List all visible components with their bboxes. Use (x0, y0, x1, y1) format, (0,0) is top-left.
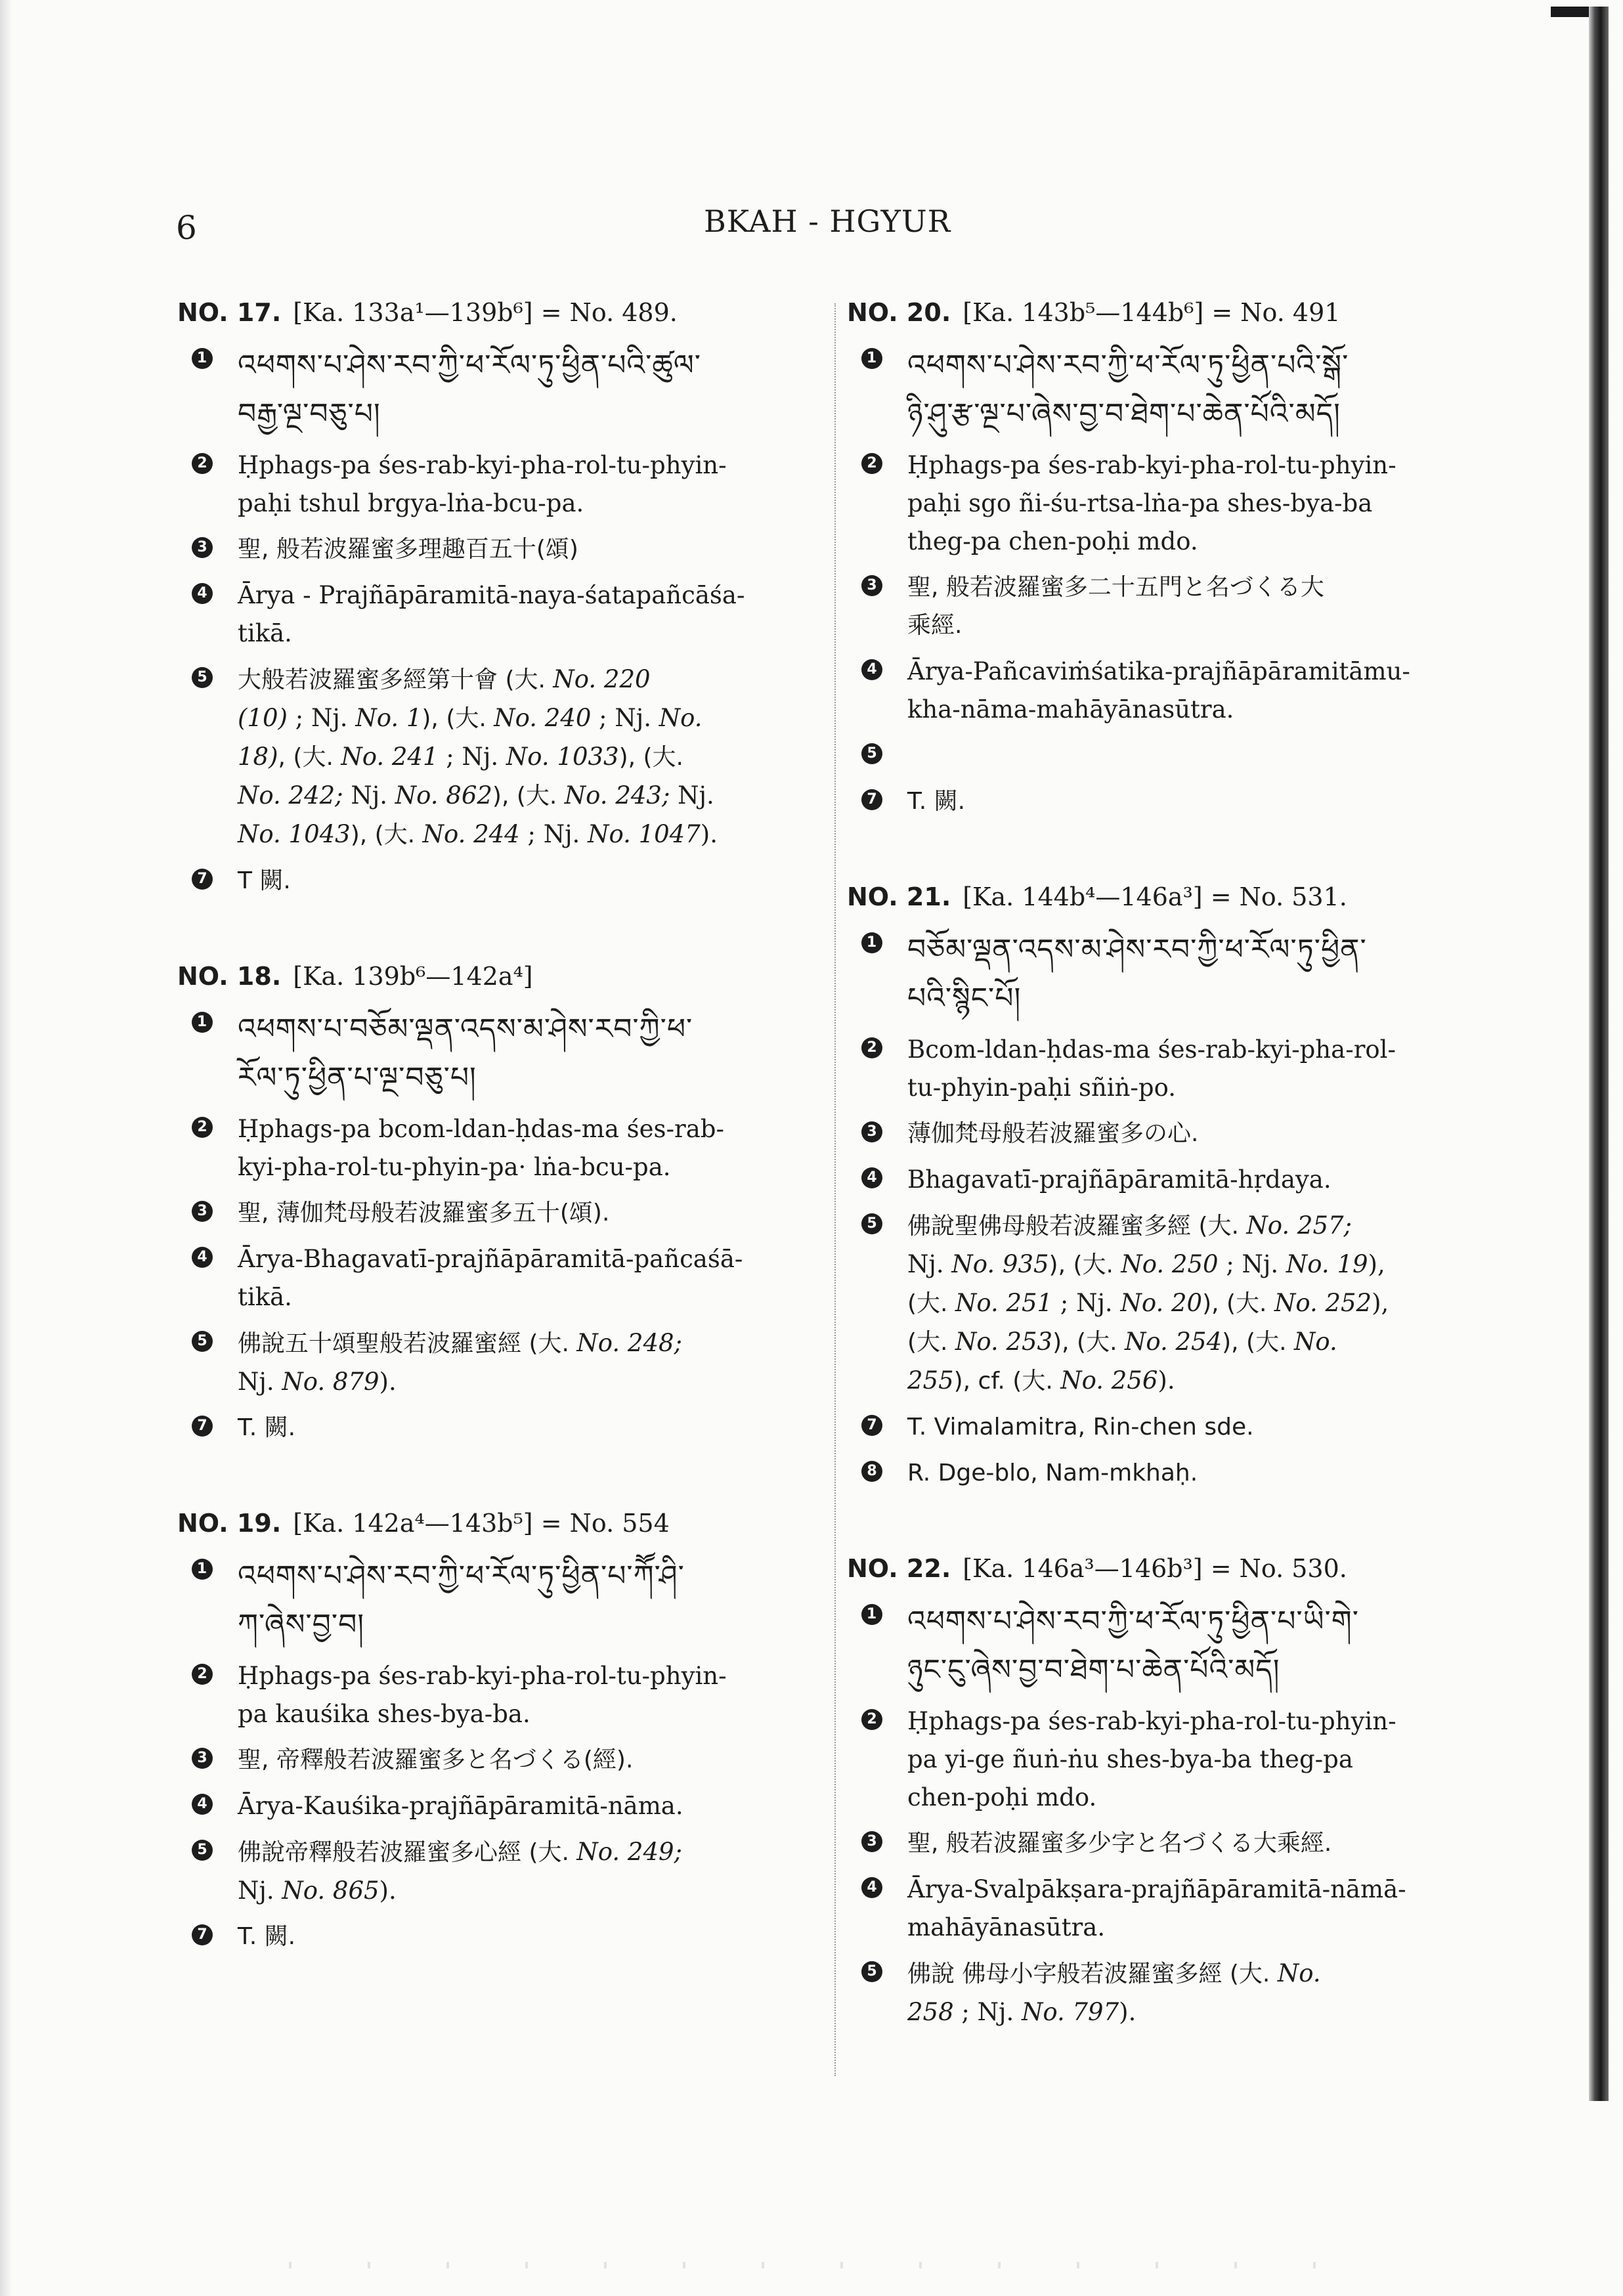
ref-text: ), (大. (422, 705, 494, 732)
translator (177, 1409, 827, 1447)
transliteration (847, 446, 1504, 561)
tibetan-title (177, 1552, 827, 1649)
ref-text: ). (379, 1368, 397, 1396)
marker-1-icon: 1 (861, 348, 882, 369)
entry-reference: [Ka. 139b⁶—142a⁴] (293, 962, 533, 991)
sanskrit-title (847, 653, 1504, 729)
text-line: tikā. (238, 1283, 292, 1311)
text-line: T. 闕. (238, 1414, 296, 1441)
marker-4-icon: 4 (192, 1247, 213, 1268)
entry-number: NO. 20. (847, 298, 951, 327)
entry-reference: [Ka. 146a³—146b³] = No. 530. (963, 1554, 1347, 1583)
text-line: Ārya-Svalpākṣara-prajñāpāramitā-nāmā- (907, 1875, 1406, 1903)
text-line: Ārya - Prajñāpāramitā-naya-śatapañcāśa- (238, 581, 745, 609)
ref-number: No. 1033 (506, 743, 619, 771)
ref-number: 18) (238, 743, 278, 771)
text-line (907, 1207, 1504, 1245)
entry-heading (177, 293, 827, 332)
tibetan-line: པའི་སྙིང་པོ། (907, 982, 1022, 1015)
ref-text: Nj. (907, 1250, 952, 1278)
transliteration (847, 1031, 1504, 1107)
entry-reference: [Ka. 144b⁴—146a³] = No. 531. (963, 882, 1347, 911)
transliteration (177, 446, 827, 523)
transliteration (847, 1702, 1504, 1817)
ref-text: ). (1119, 1998, 1136, 2026)
tibetan-line: བཅོམ་ལྡན་འདས་མ་ཤེས་རབ་ཀྱི་ཕ་རོལ་ཏུ་ཕྱིན་ (907, 933, 1367, 966)
marker-7-icon: 7 (192, 1416, 213, 1437)
ref-number: No. 253 (955, 1328, 1053, 1356)
ref-text: ; Nj. (953, 1998, 1022, 2026)
text-line (907, 1323, 1504, 1362)
column-divider (834, 303, 836, 2076)
sanskrit-title (847, 1161, 1504, 1199)
text-line: Ḥphags-pa śes-rab-kyi-pha-rol-tu-phyin- (238, 1662, 727, 1690)
ref-text: ; Nj. (591, 704, 659, 732)
text-line (238, 815, 827, 854)
text-line (238, 1833, 827, 1872)
text-line (238, 1363, 827, 1401)
marker-5-icon: 5 (192, 1840, 213, 1861)
ref-number: No. 20 (1120, 1289, 1203, 1317)
marker-4-icon: 4 (192, 583, 213, 604)
running-head: BKAH - HGYUR (704, 204, 951, 239)
scan-right-edge (1589, 7, 1609, 2101)
text-line: mahāyānasūtra. (907, 1913, 1106, 1941)
text-line (907, 1284, 1504, 1323)
text-line: Ḥphags-pa śes-rab-kyi-pha-rol-tu-phyin- (238, 451, 727, 479)
text-line: tikā. (238, 619, 292, 647)
tibetan-line: འཕགས་པ་ཤེས་རབ་ཀྱི་ཕ་རོལ་ཏུ་ཕྱིན་པ་ཡི་གེ་ (907, 1605, 1360, 1638)
text-line: paḥi tshul brgya-lṅa-bcu-pa. (238, 489, 584, 517)
marker-4-icon: 4 (861, 659, 882, 680)
marker-4-icon: 4 (861, 1167, 882, 1188)
tibetan-line: འཕགས་པ་བཅོམ་ལྡན་འདས་མ་ཤེས་རབ་ཀྱི་ཕ་ (238, 1012, 693, 1046)
marker-7-icon: 7 (192, 869, 213, 890)
ref-number: No. 242; (238, 781, 343, 810)
text-line: 聖, 薄伽梵母般若波羅蜜多五十(頌). (238, 1200, 610, 1226)
tibetan-line: འཕགས་པ་ཤེས་རབ་ཀྱི་ཕ་རོལ་ཏུ་ཕྱིན་པ་ཀཽ་ཤི་ (238, 1559, 685, 1593)
ref-number: No. 879 (282, 1368, 379, 1396)
translator (847, 783, 1504, 821)
ref-text: ; Nj. (287, 704, 356, 732)
tibetan-line: འཕགས་པ་ཤེས་རབ་ཀྱི་ཕ་རོལ་ཏུ་ཕྱིན་པའི་སྒོ་ (907, 349, 1349, 382)
text-line (238, 661, 827, 699)
marker-7-icon: 7 (192, 1924, 213, 1945)
ref-text: 佛說帝釋般若波羅蜜多心經 (大. (238, 1839, 577, 1866)
text-line (907, 1245, 1504, 1284)
sanskrit-title (177, 1240, 827, 1316)
ref-text: ). (379, 1876, 397, 1905)
ref-text: ). (700, 820, 718, 848)
marker-3-icon: 3 (192, 537, 213, 558)
ref-number: No. 256 (1060, 1366, 1158, 1395)
ref-number: No. 250 (1121, 1250, 1219, 1278)
left-column (177, 293, 827, 2012)
text-line: Ḥphags-pa śes-rab-kyi-pha-rol-tu-phyin- (907, 1707, 1396, 1735)
ref-number: 258 (907, 1998, 954, 2026)
marker-2-icon: 2 (192, 453, 213, 474)
tibetan-line: ཀ་ཞེས་བྱ་བ། (238, 1608, 365, 1641)
entry-number: NO. 18. (177, 962, 282, 991)
ref-number: No. 241 (341, 743, 439, 771)
text-line (238, 699, 827, 738)
ref-text: ; Nj. (438, 743, 506, 771)
chinese-references (847, 1955, 1504, 2031)
entry-reference: [Ka. 143b⁵—144b⁶] = No. 491 (963, 298, 1341, 327)
ref-text: ; Nj. (519, 820, 588, 848)
text-line: Ārya-Kauśika-prajñāpāramitā-nāma. (238, 1792, 683, 1820)
chinese-references-empty (847, 737, 1504, 775)
marker-3-icon: 3 (861, 1831, 882, 1852)
text-line (238, 1872, 827, 1910)
text-line: tu-phyin-paḥi sñiṅ-po. (907, 1073, 1177, 1102)
ref-text: ), (大. (618, 744, 683, 771)
text-line: R. Dge-blo, Nam-mkhaḥ. (907, 1460, 1198, 1486)
marker-5-icon: 5 (861, 1213, 882, 1234)
transliteration (177, 1110, 827, 1186)
text-line: Ḥphags-pa bcom-ldan-ḥdas-ma śes-rab- (238, 1115, 724, 1143)
text-line: kyi-pha-rol-tu-phyin-pa· lṅa-bcu-pa. (238, 1153, 671, 1181)
ref-text: 佛說聖佛母般若波羅蜜多經 (大. (907, 1213, 1247, 1240)
chinese-references (177, 1324, 827, 1401)
text-line: Bhagavatī-prajñāpāramitā-hṛdaya. (907, 1165, 1331, 1194)
ref-text: (大. (907, 1290, 955, 1317)
ref-text: Nj. (343, 781, 395, 810)
ref-text: Nj. (238, 1368, 282, 1396)
text-line (907, 1993, 1504, 2031)
text-line: Ārya-Pañcaviṁśatika-prajñāpāramitāmu- (907, 657, 1410, 685)
ref-number: No. 220 (553, 665, 651, 693)
tibetan-line: ཉི་ཤུ་རྩ་ལྔ་པ་ཞེས་བྱ་བ་ཐེག་པ་ཆེན་པོའི་མདོ། (907, 397, 1341, 431)
text-line: 薄伽梵母般若波羅蜜多の心. (907, 1120, 1199, 1147)
text-line: Bcom-ldan-ḥdas-ma śes-rab-kyi-pha-rol- (907, 1035, 1396, 1064)
entry-heading (847, 1549, 1504, 1588)
marker-3-icon: 3 (861, 575, 882, 596)
ref-text: , (大. (278, 744, 341, 771)
text-line (238, 777, 827, 815)
japanese-title (847, 1825, 1504, 1863)
tibetan-title (847, 926, 1504, 1023)
entry-no-18 (177, 957, 827, 1447)
ref-number: No. 797 (1021, 1998, 1119, 2026)
ref-number: No. 257; (1246, 1211, 1352, 1240)
text-line: 乘經. (907, 612, 963, 639)
ref-number: No. 1043 (238, 820, 351, 848)
marker-5-icon: 5 (861, 743, 882, 764)
ref-text: (大. (907, 1329, 955, 1356)
ref-text: ), (大. (1049, 1251, 1121, 1278)
tibetan-line: བརྒྱ་ལྔ་བཅུ་པ། (238, 397, 381, 431)
text-line: T. Vimalamitra, Rin-chen sde. (907, 1414, 1254, 1440)
ref-number: No. 240 (494, 704, 592, 732)
page-number: 6 (176, 209, 197, 247)
tibetan-title (847, 1597, 1504, 1695)
ref-text: Nj. (238, 1876, 282, 1905)
tibetan-title (847, 341, 1504, 439)
ref-text: ), cf. (大. (953, 1368, 1061, 1395)
marker-1-icon: 1 (861, 1604, 882, 1625)
text-line: pa kauśika shes-bya-ba. (238, 1700, 530, 1728)
marker-7-icon: 7 (861, 789, 882, 810)
tibetan-title (177, 1005, 827, 1102)
tibetan-line: རོལ་ཏུ་ཕྱིན་པ་ལྔ་བཅུ་པ། (238, 1061, 477, 1094)
marker-1-icon: 1 (861, 932, 882, 953)
ref-text: Nj. (670, 781, 714, 810)
scan-left-shadow (0, 0, 11, 2296)
ref-text: ), (大. (350, 821, 423, 848)
text-line: Ḥphags-pa śes-rab-kyi-pha-rol-tu-phyin- (907, 451, 1396, 479)
ref-text: ). (1158, 1366, 1175, 1395)
entry-no-17 (177, 293, 827, 900)
ref-number: No. 1047 (588, 820, 701, 848)
japanese-title (177, 1194, 827, 1232)
text-line: Ārya-Bhagavatī-prajñāpāramitā-pañcaśā- (238, 1245, 743, 1273)
marker-1-icon: 1 (192, 1559, 213, 1580)
entry-heading (177, 1504, 827, 1543)
marker-5-icon: 5 (192, 1331, 213, 1352)
chinese-references (847, 1207, 1504, 1400)
ref-text: ), (大. (1052, 1329, 1125, 1356)
ref-number: No. 251 (955, 1289, 1053, 1317)
entry-reference: [Ka. 142a⁴—143b⁵] = No. 554 (293, 1509, 670, 1538)
ref-number: No. 935 (951, 1250, 1049, 1278)
ref-text: 佛說 佛母小字般若波羅蜜多經 (大. (907, 1960, 1278, 1987)
ref-text: 佛說五十頌聖般若波羅蜜經 (大. (238, 1330, 577, 1357)
text-line: theg-pa chen-poḥi mdo. (907, 527, 1198, 555)
tibetan-line: ཉུང་ངུ་ཞེས་བྱ་བ་ཐེག་པ་ཆེན་པོའི་མདོ། (907, 1653, 1280, 1687)
sanskrit-title (177, 576, 827, 653)
marker-1-icon: 1 (192, 348, 213, 369)
translator (177, 1918, 827, 1956)
ref-text: ), (大. (1222, 1329, 1294, 1356)
ref-number: No. (1294, 1328, 1337, 1356)
text-line: chen-poḥi mdo. (907, 1783, 1097, 1811)
ref-number: No. 248; (576, 1329, 683, 1357)
japanese-title (177, 531, 827, 569)
marker-7-icon: 7 (861, 1415, 882, 1436)
transliteration (177, 1657, 827, 1733)
text-line: kha-nāma-mahāyānasūtra. (907, 695, 1234, 724)
text-line: 聖, 般若波羅蜜多少字と名づくる大乘經. (907, 1830, 1332, 1857)
ref-number: No. (659, 704, 703, 732)
ref-text: 大般若波羅蜜多經第十會 (大. (238, 666, 553, 693)
ref-number: No. (1277, 1959, 1321, 1987)
ref-number: No. 244 (422, 820, 520, 848)
ref-number: 255 (907, 1366, 954, 1395)
ref-text: ; Nj. (1052, 1289, 1121, 1317)
japanese-title (847, 569, 1504, 645)
text-line (238, 1324, 827, 1363)
ref-number: No. 19 (1286, 1250, 1368, 1278)
marker-2-icon: 2 (861, 453, 882, 474)
text-line: 聖, 帝釋般若波羅蜜多と名づくる(經). (238, 1746, 634, 1773)
ref-number: No. 865 (282, 1876, 379, 1905)
text-line (907, 1955, 1504, 1993)
ref-text: ), (1368, 1250, 1385, 1278)
text-line (238, 738, 827, 777)
text-line: 聖, 般若波羅蜜多二十五門と名づくる大 (907, 574, 1324, 601)
japanese-title (177, 1741, 827, 1779)
text-line: T. 闕. (907, 788, 966, 815)
entry-heading (177, 957, 827, 996)
ref-number: No. 243; (564, 781, 670, 810)
translator (847, 1408, 1504, 1446)
tibetan-line: འཕགས་པ་ཤེས་རབ་ཀྱི་ཕ་རོལ་ཏུ་ཕྱིན་པའི་ཚུལ་ (238, 349, 702, 382)
ref-number: No. 252 (1274, 1289, 1372, 1317)
ref-text: ), (1372, 1289, 1389, 1317)
marker-5-icon: 5 (192, 667, 213, 688)
marker-3-icon: 3 (192, 1201, 213, 1222)
entry-no-19 (177, 1504, 827, 1956)
text-line: T 闕. (238, 867, 291, 894)
chinese-references (177, 661, 827, 854)
ref-number: No. 254 (1124, 1328, 1223, 1356)
entry-heading (847, 877, 1504, 917)
text-line: 聖, 般若波羅蜜多理趣百五十(頌) (238, 536, 578, 563)
right-column (847, 293, 1504, 2088)
text-line: paḥi sgo ñi-śu-rtsa-lṅa-pa shes-bya-ba (907, 489, 1373, 517)
ref-number: No. 862 (395, 781, 492, 810)
marker-8-icon: 8 (861, 1461, 882, 1482)
sanskrit-title (177, 1787, 827, 1825)
ref-text: ), (大. (1202, 1290, 1274, 1317)
japanese-title (847, 1115, 1504, 1153)
tibetan-title (177, 341, 827, 439)
ref-text: ), (大. (492, 783, 565, 810)
entry-number: NO. 21. (847, 882, 951, 911)
marker-4-icon: 4 (192, 1794, 213, 1815)
marker-1-icon: 1 (192, 1012, 213, 1033)
marker-4-icon: 4 (861, 1877, 882, 1898)
entry-heading (847, 293, 1504, 332)
ref-number: No. 249; (576, 1838, 683, 1866)
sanskrit-title (847, 1871, 1504, 1947)
ref-number: (10) (238, 704, 288, 732)
text-line: pa yi-ge ñuṅ-ṅu shes-bya-ba theg-pa (907, 1745, 1353, 1773)
marker-5-icon: 5 (861, 1961, 882, 1982)
reviser (847, 1454, 1504, 1492)
entry-number: NO. 17. (177, 298, 282, 327)
ref-number: No. 1 (355, 704, 422, 732)
marker-2-icon: 2 (861, 1037, 882, 1058)
text-line: T. 闕. (238, 1923, 296, 1950)
scan-bottom-bleed (289, 2262, 1347, 2268)
entry-number: NO. 22. (847, 1554, 951, 1583)
marker-2-icon: 2 (192, 1664, 213, 1685)
marker-2-icon: 2 (861, 1709, 882, 1730)
ref-text: ; Nj. (1218, 1250, 1286, 1278)
marker-3-icon: 3 (192, 1748, 213, 1769)
marker-2-icon: 2 (192, 1117, 213, 1138)
marker-3-icon: 3 (861, 1121, 882, 1142)
translator (177, 862, 827, 900)
entry-number: NO. 19. (177, 1509, 282, 1538)
text-line (907, 1362, 1504, 1400)
entry-no-22 (847, 1549, 1504, 2031)
entry-reference: [Ka. 133a¹—139b⁶] = No. 489. (293, 298, 678, 327)
entry-no-21 (847, 877, 1504, 1492)
chinese-references (177, 1833, 827, 1910)
entry-no-20 (847, 293, 1504, 821)
